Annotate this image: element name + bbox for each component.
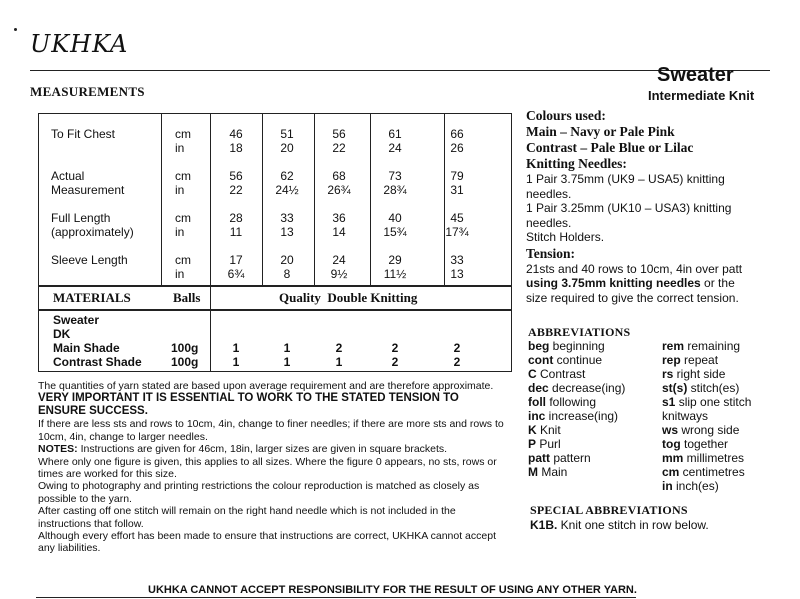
unit-in: in [175,225,185,239]
abbreviation-meaning: millimetres [683,451,745,465]
pattern-title: Sweater [657,64,734,86]
measurement-value: 73 [388,169,402,183]
abbreviation-key: P [528,437,537,451]
materials-title: MATERIALS [53,290,131,305]
abbreviation-key: mm [662,451,684,465]
measurement-value: 17¾ [445,225,469,239]
abbreviation-key: patt [528,451,550,465]
decorative-dot [14,28,17,31]
pattern-level: Intermediate Knit [648,88,755,103]
materials-bar [39,285,511,311]
abbreviation-key: cont [528,353,554,367]
measurement-label: (approximately) [51,225,134,239]
tension-warning: VERY IMPORTANT IT IS ESSENTIAL TO WORK TO THE STATED TENSION TO ENSURE SUCCESS. [38,392,459,418]
measurement-value: 9½ [330,267,348,281]
abbreviation-item [662,451,751,465]
measurement-value: 13 [450,267,464,281]
abbreviation-item [662,437,751,451]
measurement-label: Measurement [51,183,125,197]
measurement-value: 22 [229,183,243,197]
measurement-value: 79 [450,169,464,183]
abbreviation-meaning: remaining [684,339,741,353]
abbreviation-meaning: repeat [680,353,719,367]
abbreviation-item [528,409,625,423]
abbreviation-item [662,367,751,381]
note-paragraph [38,443,508,455]
notes-label: NOTES: [38,443,78,456]
measurement-value: 26¾ [327,183,351,197]
note-paragraph: Where only one figure is given, this applies to all sizes. Where the figure 0 appears, no sts, rows or times are worked for this size. [38,455,497,481]
measurement-value: 66 [450,127,464,141]
measurement-value: 56 [332,127,346,141]
materials-yarn: DK [53,327,71,341]
notes-text: Instructions are given for 46cm, 18in, larger sizes are given in square brackets. [77,443,448,456]
abbreviation-item [662,479,751,493]
measurement-value: 28¾ [383,183,407,197]
measurement-value: 6¾ [227,267,245,281]
abbreviation-meaning: Purl [536,437,561,451]
measurement-value: 28 [229,211,243,225]
contrast-shade-weight: 100g [171,355,199,369]
main-shade-balls: 1 [232,341,240,355]
tension-line [526,276,796,291]
abbreviation-item [528,353,625,367]
abbreviation-item [662,409,751,423]
abbreviation-item [528,437,625,451]
right-column [526,108,796,305]
abbreviation-key: rep [662,353,681,367]
note-paragraph: Although every effort has been made to ensure that instructions are correct, UKHKA cannot accept any liabilities. [38,530,496,555]
abbreviation-key: K [528,423,537,437]
abbreviation-meaning: knitways [662,409,709,423]
measurement-value: 31 [450,183,464,197]
abbreviations-title: ABBREVIATIONS [528,325,631,339]
abbreviation-meaning: centimetres [679,465,745,479]
special-key: K1B. [530,518,558,532]
measurement-label: Actual [51,169,85,183]
special-abbreviation [530,518,709,532]
measurement-value: 33 [280,211,294,225]
needle-line: needles. [526,215,572,230]
unit-in: in [175,141,185,155]
colours-title: Colours used: [526,108,606,123]
measurement-value: 11½ [383,267,407,281]
measurement-value: 46 [229,127,243,141]
unit-cm: cm [175,211,191,225]
unit-cm: cm [175,169,191,183]
needle-line: Stitch Holders. [526,230,605,244]
needle-line: needles. [526,186,572,201]
abbreviation-key: cm [662,465,680,479]
unit-in: in [175,267,185,281]
abbreviation-item [528,451,625,465]
abbreviation-item [662,423,751,437]
abbreviation-item [528,465,625,479]
abbreviation-key: ws [662,423,679,437]
unit-cm: cm [175,127,191,141]
disclaimer-footer: UKHKA CANNOT ACCEPT RESPONSIBILITY FOR THE RESULT OF USING ANY OTHER YARN. [148,584,637,596]
unit-cm: cm [175,253,191,267]
abbreviation-key: rs [662,367,674,381]
measurement-value: 20 [280,253,294,267]
needle-line: 1 Pair 3.25mm (UK10 – USA3) knitting [526,201,732,215]
abbreviation-key: tog [662,437,681,451]
tension-needles: using 3.75mm knitting needles [526,276,701,290]
table-divider [161,114,162,285]
measurement-label: To Fit Chest [51,127,116,141]
tension-or: or the [700,276,735,290]
abbreviation-item [662,465,751,479]
main-colour: Main – Navy or Pale Pink [526,124,675,139]
abbreviation-item [662,353,751,367]
measurement-value: 24 [332,253,346,267]
measurement-value: 8 [283,267,291,281]
abbreviation-meaning: Main [538,465,568,479]
abbreviation-meaning: wrong side [678,423,740,437]
abbreviation-meaning: continue [553,353,603,367]
abbreviation-item [528,367,625,381]
measurements-title: MEASUREMENTS [30,84,145,99]
abbreviation-meaning: decrease(ing) [548,381,626,395]
main-shade-weight: 100g [171,341,199,355]
measurement-value: 40 [388,211,402,225]
abbreviation-key: foll [528,395,546,409]
abbreviations-left [528,339,625,479]
main-shade-balls: 2 [391,341,399,355]
measurements-table [38,113,512,372]
abbreviation-meaning: Knit [536,423,561,437]
contrast-shade-label: Contrast Shade [53,355,142,369]
tension-line: size required to give the correct tension. [526,290,739,305]
measurement-value: 56 [229,169,243,183]
abbreviation-meaning: following [546,395,597,409]
special-value: Knit one stitch in row below. [557,518,709,532]
abbreviations-right [662,339,751,493]
contrast-shade-balls: 2 [391,355,399,369]
abbreviation-item [528,381,625,395]
measurement-label: Sleeve Length [51,253,128,267]
special-abbreviations-title: SPECIAL ABBREVIATIONS [530,503,688,517]
measurement-value: 24 [388,141,402,155]
note-paragraph: The quantities of yarn stated are based upon average requirement and are therefore approximate. [38,380,494,392]
measurement-value: 15¾ [383,225,407,239]
main-shade-balls: 1 [283,341,291,355]
abbreviation-item [662,381,751,395]
measurement-value: 61 [388,127,402,141]
needle-line: 1 Pair 3.75mm (UK9 – USA5) knitting [526,172,725,186]
measurement-value: 51 [280,127,294,141]
abbreviation-item [528,423,625,437]
measurement-value: 20 [280,141,294,155]
abbreviation-meaning: Contrast [536,367,586,381]
measurement-value: 17 [229,253,243,267]
materials-item: Sweater [53,313,100,327]
contrast-colour: Contrast – Pale Blue or Lilac [526,140,694,155]
note-paragraph: Owing to photography and printing restrictions the colour reproduction is matched as closely as possible to the yarn. [38,480,480,505]
measurement-value: 26 [450,141,464,155]
measurement-value: 24½ [275,183,299,197]
main-shade-balls: 2 [335,341,343,355]
abbreviation-meaning: beginning [549,339,605,353]
abbreviation-item [662,339,751,353]
footer-divider [36,597,636,598]
abbreviation-meaning: increase(ing) [545,409,619,423]
contrast-shade-balls: 1 [283,355,291,369]
contrast-shade-balls: 1 [335,355,343,369]
note-paragraph: After casting off one stitch will remain on the right hand needle which is not included in the instructions that follow. [38,505,456,530]
abbreviation-key: inc [528,409,546,423]
abbreviation-key: beg [528,339,550,353]
abbreviation-key: C [528,367,537,381]
abbreviation-key: M [528,465,538,479]
measurement-value: 36 [332,211,346,225]
abbreviation-key: dec [528,381,549,395]
abbreviation-meaning: together [680,437,729,451]
measurement-label: Full Length [51,211,111,225]
main-shade-label: Main Shade [53,341,120,355]
abbreviation-meaning: slip one stitch [675,395,752,409]
abbreviation-key: st(s) [662,381,688,395]
abbreviation-key: in [662,479,673,493]
notes-block [38,380,508,555]
note-paragraph: If there are less sts and rows to 10cm, 4in, change to finer needles; if there are more sts and rows to 10cm, 4in, change to larger needles. [38,418,504,443]
measurement-value: 11 [229,225,243,239]
balls-label: Balls [173,290,201,305]
abbreviation-meaning: right side [673,367,726,381]
measurement-value: 62 [280,169,294,183]
abbreviation-item [528,339,625,353]
abbreviation-meaning: stitch(es) [687,381,740,395]
measurement-value: 33 [450,253,464,267]
abbreviation-meaning: inch(es) [672,479,719,493]
abbreviation-meaning: pattern [550,451,591,465]
tension-title: Tension: [526,245,576,261]
contrast-shade-balls: 1 [232,355,240,369]
abbreviation-key: rem [662,339,685,353]
measurement-value: 45 [450,211,464,225]
tension-line: 21sts and 40 rows to 10cm, 4in over patt [526,261,743,276]
contrast-shade-balls: 2 [453,355,461,369]
needles-title: Knitting Needles: [526,156,627,171]
measurement-value: 18 [229,141,243,155]
abbreviation-item [662,395,751,409]
abbreviation-key: s1 [662,395,676,409]
abbreviation-item [528,395,625,409]
main-shade-balls: 2 [453,341,461,355]
measurement-value: 68 [332,169,346,183]
measurement-value: 13 [280,225,294,239]
brand-logo: UKHKA [30,30,129,58]
quality-label: Quality Double Knitting [279,290,418,305]
unit-in: in [175,183,185,197]
measurement-value: 29 [388,253,402,267]
measurement-value: 22 [332,141,346,155]
measurement-value: 14 [332,225,346,239]
